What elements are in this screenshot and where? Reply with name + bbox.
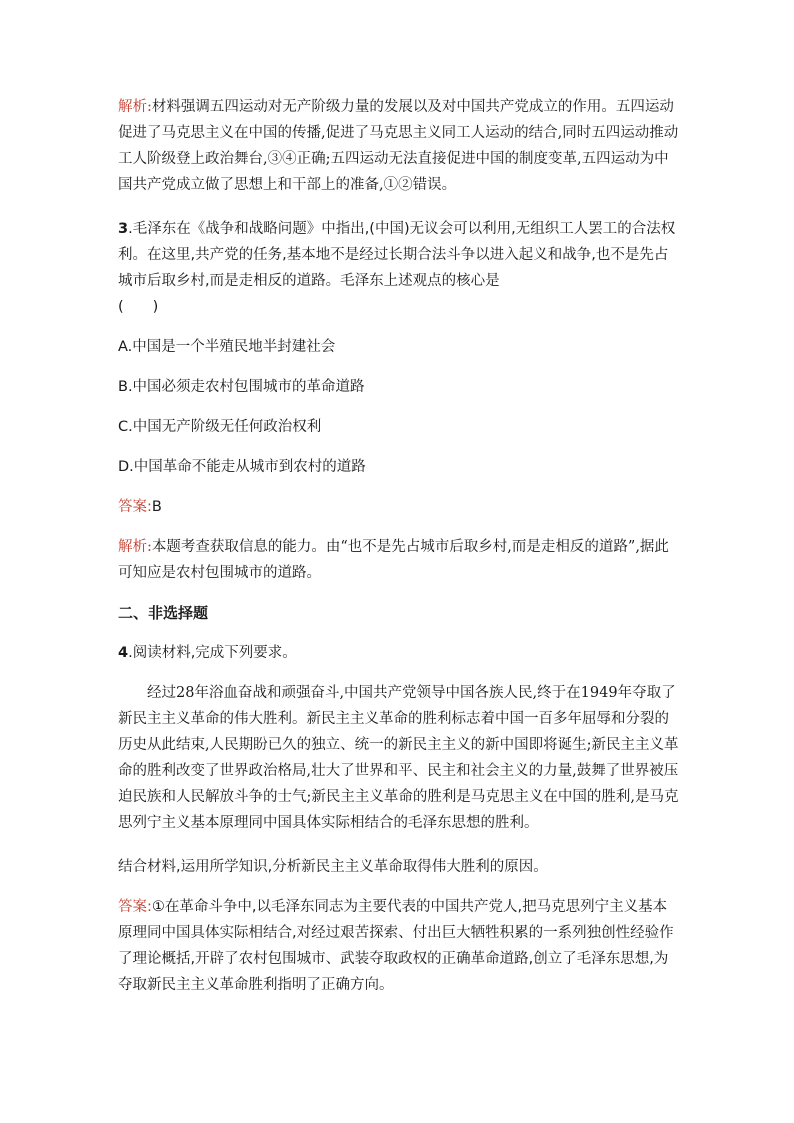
answer-label: 答案 (118, 899, 147, 915)
option-c: C.中国无产阶级无任何政治权利 (118, 419, 322, 435)
analysis-2: 解析:材料强调五四运动对无产阶级力量的发展以及对中国共产党成立的作用。五四运动促进了马克思主义在中国的传播,促进了马克思主义同工人运动的结合,同时五四运动推动工人阶级登上政治舞台,③④正确;五四运动无法直接促进中国的制度变革,五四运动为中国共产党成立做了思想上和干部上的准备,①②错误。 (118, 99, 679, 193)
analysis-label: 解析 (118, 539, 147, 555)
analysis-3: 解析:本题考查获取信息的能力。由“也不是先占城市后取乡村,而是走相反的道路”,据此可知应是农村包围城市的道路。 (118, 539, 669, 581)
analysis-text: 材料强调五四运动对无产阶级力量的发展以及对中国共产党成立的作用。五四运动促进了马克思主义在中国的传播,促进了马克思主义同工人运动的结合,同时五四运动推动工人阶级登上政治舞台,③④正确;五四运动无法直接促进中国的制度变革,五四运动为中国共产党成立做了思想上和干部上的准备,①②错误。 (118, 99, 679, 193)
document-page (118, 94, 680, 998)
option-d: D.中国革命不能走从城市到农村的道路 (118, 459, 366, 475)
answer-label: 答案 (118, 499, 147, 515)
option-a: A.中国是一个半殖民地半封建社会 (118, 339, 336, 355)
section-title: 二、非选择题 (118, 604, 209, 622)
question-4-requirement: 结合材料,运用所学知识,分析新民主主义革命取得伟大胜利的原因。 (118, 859, 548, 875)
analysis-text: 本题考查获取信息的能力。由“也不是先占城市后取乡村,而是走相反的道路”,据此可知应是农村包围城市的道路。 (118, 539, 669, 581)
question-text: .阅读材料,完成下列要求。 (128, 645, 297, 661)
question-number: 4 (118, 645, 129, 661)
answer-3: 答案:B (118, 499, 162, 515)
answer-text: ①在革命斗争中,以毛泽东同志为主要代表的中国共产党人,把马克思列宁主义基本原理同中国具体实际相结合,对经过艰苦探索、付出巨大牺牲积累的一系列独创性经验作了理论概括,开辟了农村包围城市、武装夺取政权的正确革命道路,创立了毛泽东思想,为夺取新民主主义革命胜利指明了正确方向。 (118, 899, 674, 993)
reading-material: 经过28年浴血奋战和顽强奋斗,中国共产党领导中国各族人民,终于在1949年夺取了新民主主义革命的伟大胜利。新民主主义革命的胜利标志着中国一百多年屈辱和分裂的历史从此结束,人民期盼已久的独立、统一的新民主主义的新中国即将诞生;新民主主义革命的胜利改变了世界政治格局,壮大了世界和平、民主和社会主义的力量,鼓舞了世界被压迫民族和人民解放斗争的士气;新民主主义革命的胜利是马克思主义在中国的胜利,是马克思列宁主义基本原理同中国具体实际相结合的毛泽东思想的胜利。 (118, 685, 679, 831)
question-3 (118, 216, 680, 320)
answer-4: 答案:①在革命斗争中,以毛泽东同志为主要代表的中国共产党人,把马克思列宁主义基本原理同中国具体实际相结合,对经过艰苦探索、付出巨大牺牲积累的一系列独创性经验作了理论概括,开辟了农村包围城市、武装夺取政权的正确革命道路,创立了毛泽东思想,为夺取新民主主义革命胜利指明了正确方向。 (118, 899, 674, 993)
answer-value: B (151, 499, 162, 515)
option-b: B.中国必须走农村包围城市的革命道路 (118, 379, 365, 395)
analysis-label: 解析 (118, 99, 147, 115)
question-text: .毛泽东在《战争和战略问题》中指出,(中国)无议会可以利用,无组织工人罢工的合法权利。在这里,共产党的任务,基本地不是经过长期合法斗争以进入起义和战争,也不是先占城市后取乡村,而是走相反的道路。毛泽东上述观点的核心是 (118, 221, 676, 289)
question-number: 3 (118, 221, 129, 237)
answer-blank: ( ) (118, 299, 159, 315)
question-4 (118, 640, 680, 666)
